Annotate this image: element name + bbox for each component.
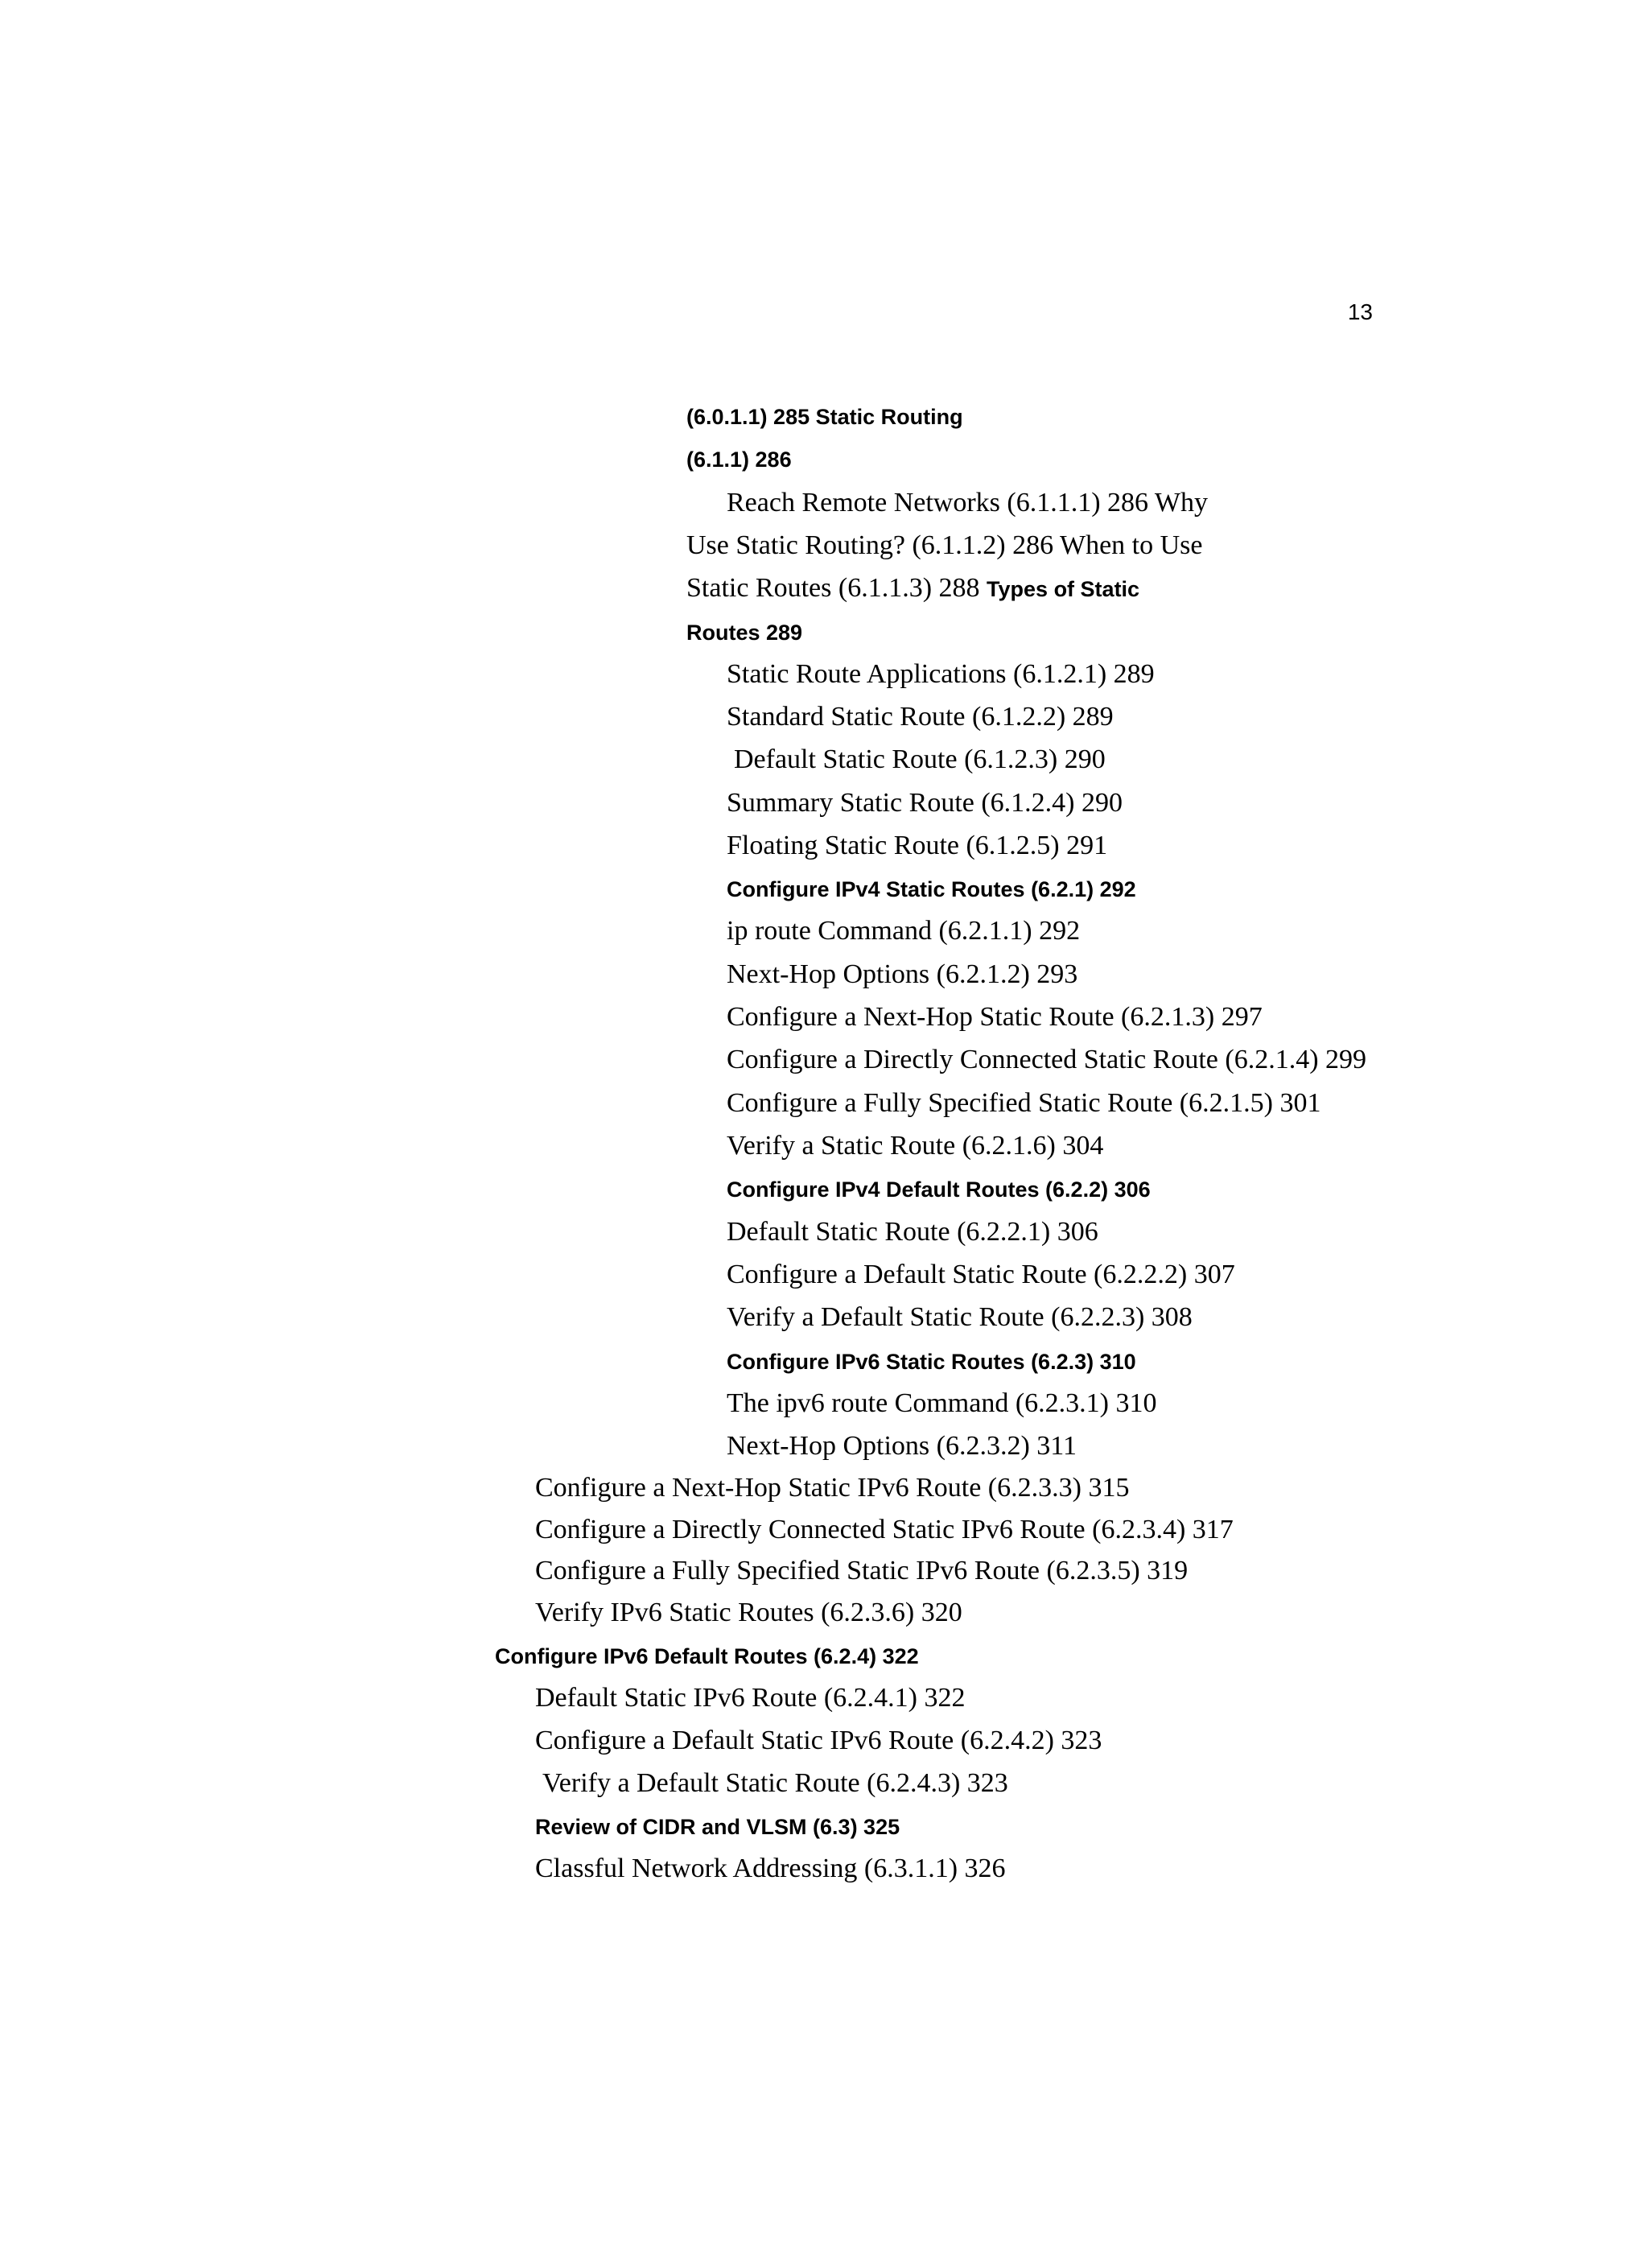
toc-entry: Static Route Applications (6.1.2.1) 289 xyxy=(727,659,1155,689)
toc-entry: Default Static IPv6 Route (6.2.4.1) 322 xyxy=(535,1683,966,1713)
toc-heading: Configure IPv6 Static Routes (6.2.3) 310 xyxy=(727,1350,1136,1374)
toc-heading: Configure IPv4 Static Routes (6.2.1) 292 xyxy=(727,877,1136,901)
toc-entry: Configure a Directly Connected Static IPv6 Route (6.2.3.4) 317 xyxy=(535,1515,1234,1544)
toc-entry: Floating Static Route (6.1.2.5) 291 xyxy=(727,831,1108,860)
toc-entry: Reach Remote Networks (6.1.1.1) 286 Why xyxy=(727,488,1209,518)
toc-entry: Configure a Next-Hop Static Route (6.2.1.3) 297 xyxy=(727,1002,1263,1032)
toc-entry: Configure a Fully Specified Static IPv6 Route (6.2.3.5) 319 xyxy=(535,1556,1189,1586)
toc-entry: ip route Command (6.2.1.1) 292 xyxy=(727,916,1081,946)
toc-entry: The ipv6 route Command (6.2.3.1) 310 xyxy=(727,1388,1157,1418)
toc-heading: Configure IPv6 Default Routes (6.2.4) 322 xyxy=(495,1644,919,1668)
toc-entry: Default Static Route (6.2.2.1) 306 xyxy=(727,1217,1098,1247)
toc-entry: Summary Static Route (6.1.2.4) 290 xyxy=(727,788,1123,818)
toc-entry: Configure a Directly Connected Static Route (6.2.1.4) 299 xyxy=(727,1045,1367,1074)
toc-entry: Configure a Default Static IPv6 Route (6.2.4.2) 323 xyxy=(535,1726,1102,1755)
toc-entry: Configure a Next-Hop Static IPv6 Route (6.2.3.3) 315 xyxy=(535,1473,1130,1503)
toc-entry: Next-Hop Options (6.2.1.2) 293 xyxy=(727,959,1078,989)
toc-entry: Static Routes (6.1.1.3) 288 xyxy=(686,573,987,603)
page-number: 13 xyxy=(1347,299,1373,324)
toc-entry: Verify a Default Static Route (6.2.2.3) 308 xyxy=(727,1302,1193,1332)
toc-heading: Types of Static xyxy=(987,577,1140,601)
toc-heading: Routes 289 xyxy=(686,621,803,645)
toc-entry: Configure a Fully Specified Static Route (6.2.1.5) 301 xyxy=(727,1088,1321,1118)
toc-entry-mixed xyxy=(686,575,1139,602)
toc-heading: (6.1.1) 286 xyxy=(686,447,792,472)
toc-heading: Review of CIDR and VLSM (6.3) 325 xyxy=(535,1815,900,1839)
toc-entry: Default Static Route (6.1.2.3) 290 xyxy=(734,744,1106,774)
toc-entry: Verify a Static Route (6.2.1.6) 304 xyxy=(727,1131,1104,1161)
toc-entry: Standard Static Route (6.1.2.2) 289 xyxy=(727,702,1114,732)
toc-entry: Use Static Routing? (6.1.1.2) 286 When to Use xyxy=(686,530,1203,560)
toc-entry: Classful Network Addressing (6.3.1.1) 326 xyxy=(535,1854,1006,1883)
toc-heading: Configure IPv4 Default Routes (6.2.2) 306 xyxy=(727,1177,1151,1202)
toc-entry: Next-Hop Options (6.2.3.2) 311 xyxy=(727,1431,1077,1461)
toc-heading: (6.0.1.1) 285 Static Routing xyxy=(686,405,963,429)
toc-entry: Verify a Default Static Route (6.2.4.3) 323 xyxy=(542,1768,1008,1798)
toc-entry: Verify IPv6 Static Routes (6.2.3.6) 320 xyxy=(535,1598,962,1627)
toc-entry: Configure a Default Static Route (6.2.2.2) 307 xyxy=(727,1260,1235,1289)
